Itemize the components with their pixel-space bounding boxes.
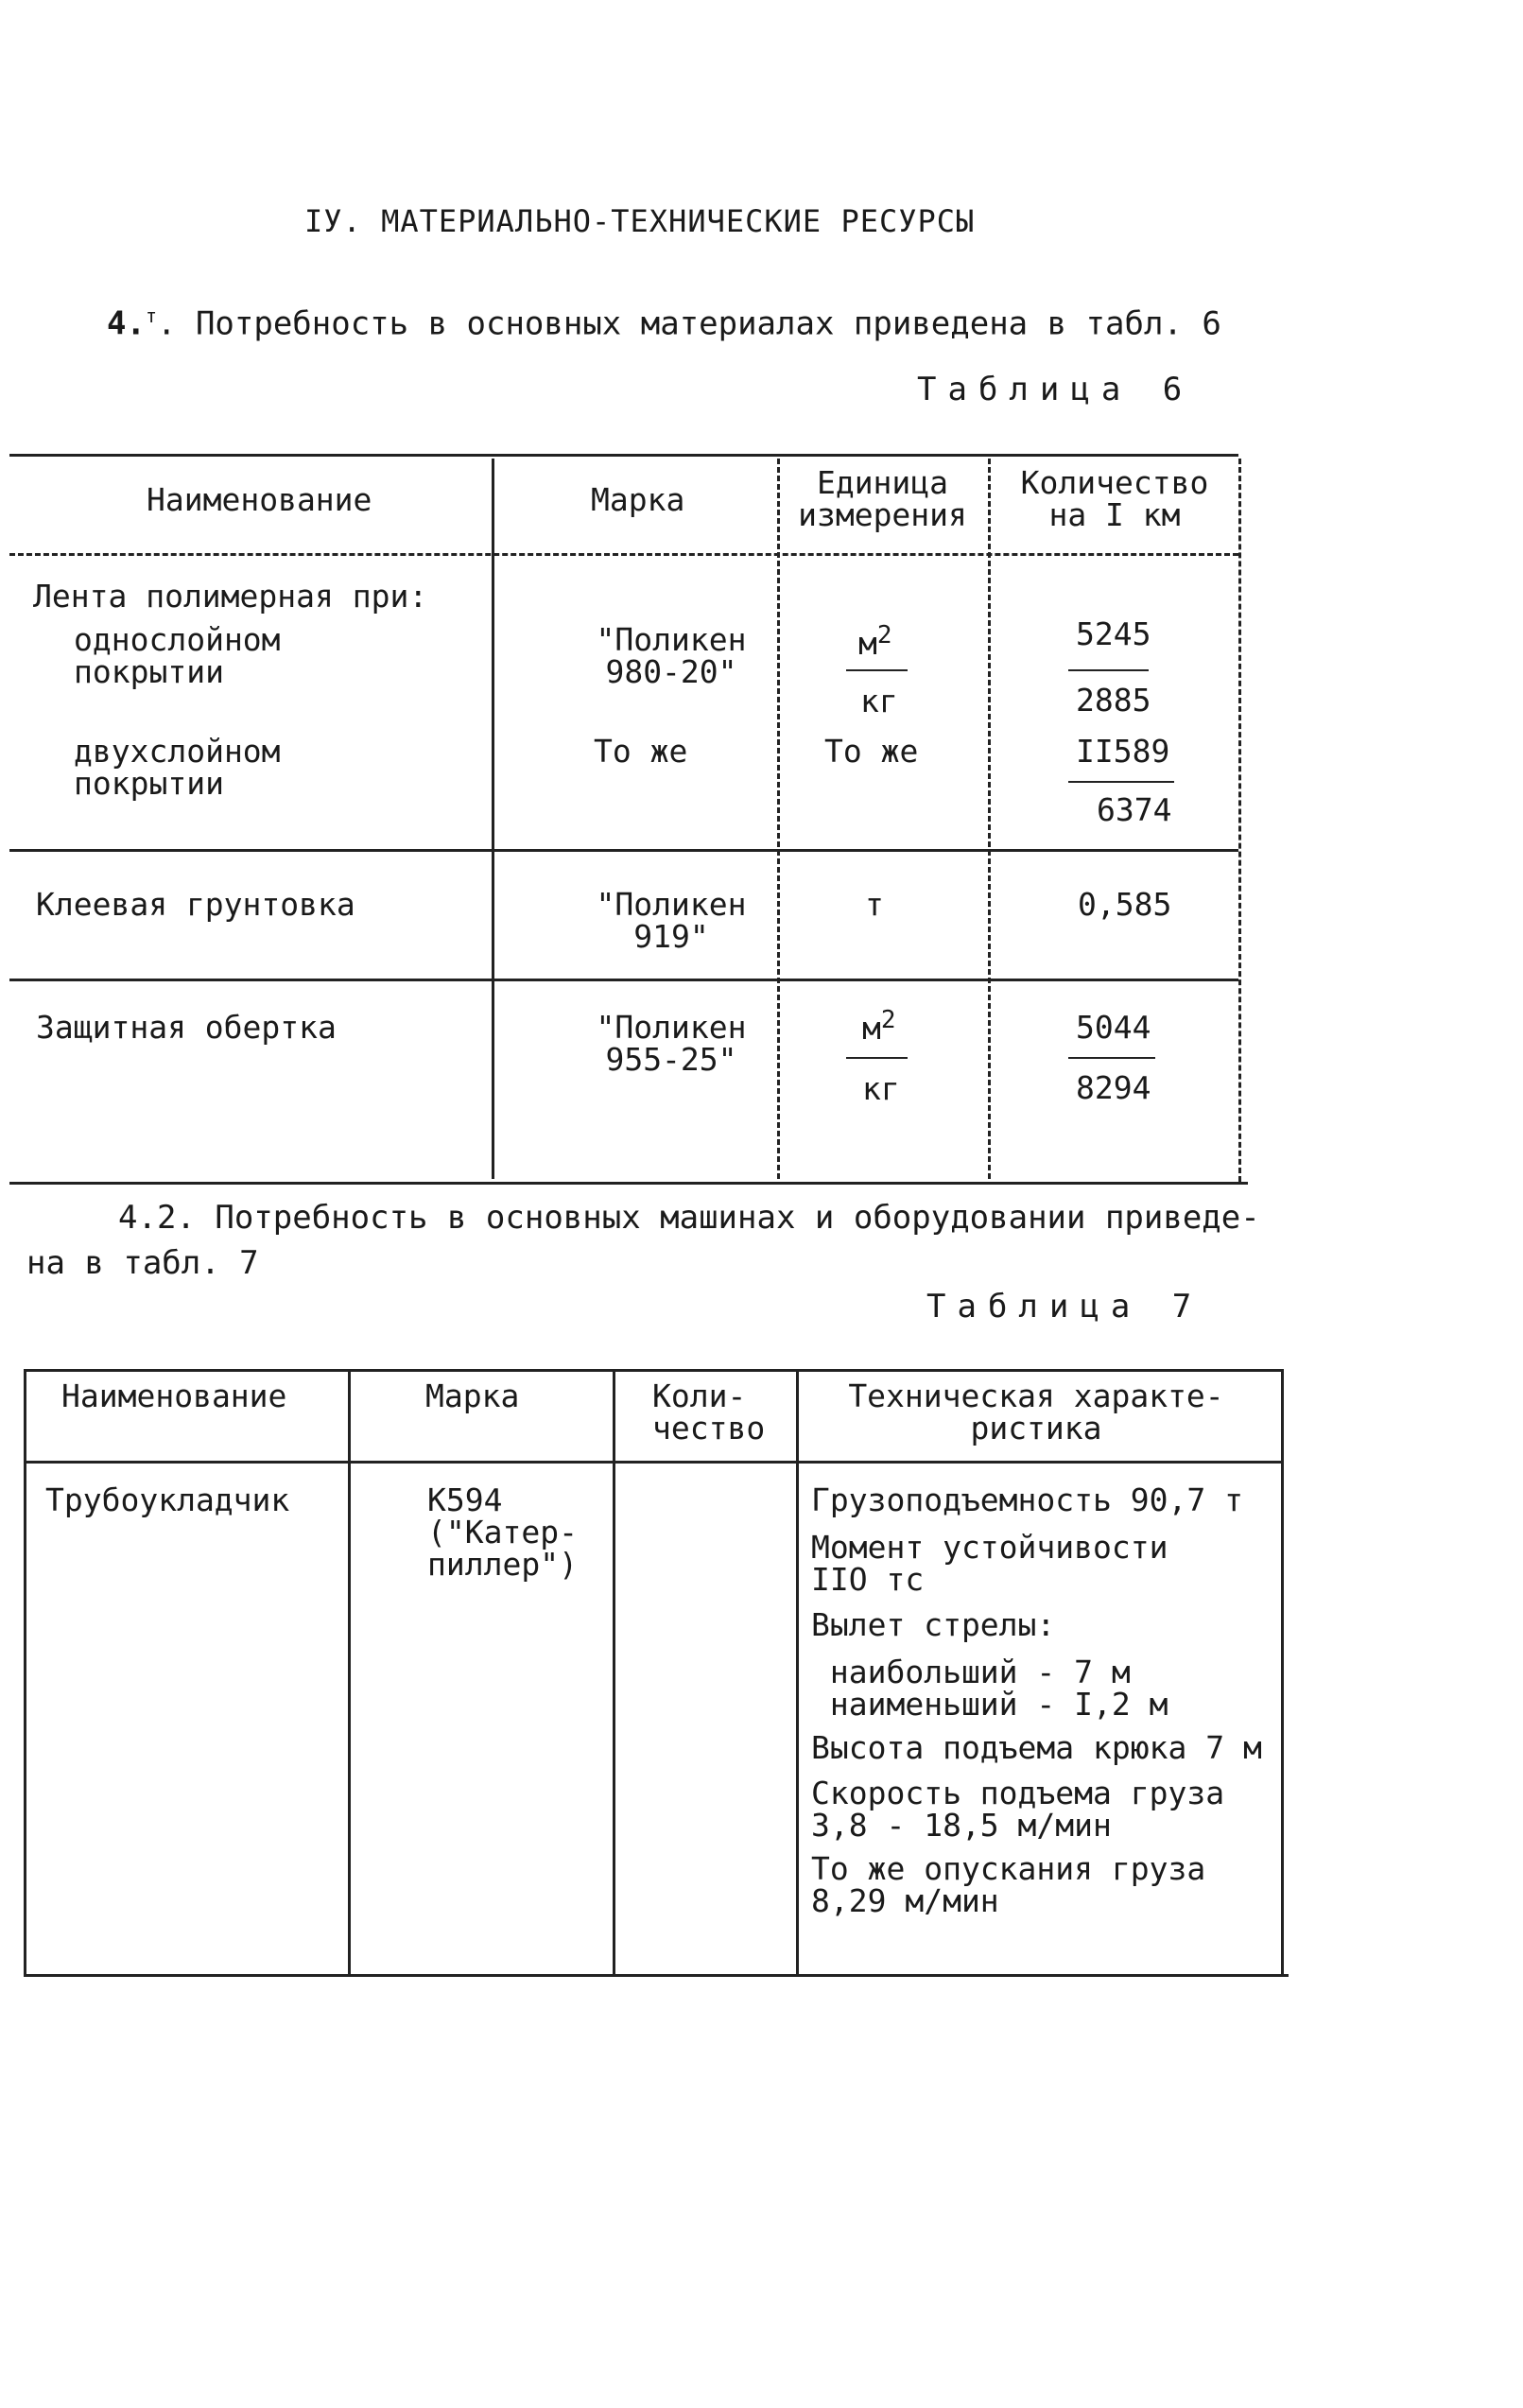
table6-wrap-qty-line xyxy=(1068,1057,1155,1059)
table7-col-sep-2 xyxy=(613,1369,615,1974)
table7-header-brand: Марка xyxy=(425,1377,520,1414)
table7-row-name: Трубоукладчик xyxy=(45,1481,290,1518)
table7-header-name: Наименование xyxy=(61,1377,287,1414)
table7-col-sep-1 xyxy=(348,1369,351,1974)
table6-single-qty-bottom: 2885 xyxy=(1076,682,1151,719)
table6-tape-double-unit: То же xyxy=(824,733,919,770)
table6-unit-fraction-line xyxy=(846,669,908,671)
table6-wrap-unit-kg: кг xyxy=(862,1070,900,1107)
section-title: IУ. МАТЕРИАЛЬНО-ТЕХНИЧЕСКИЕ РЕСУРСЫ xyxy=(304,203,976,239)
table6-double-qty-line xyxy=(1068,781,1174,783)
paragraph-4-1-number: 4. xyxy=(107,304,146,343)
table7-caption: Таблица 7 xyxy=(926,1288,1203,1325)
table7-spec-7: То же опускания груза 8,29 м/мин xyxy=(811,1850,1206,1919)
table6-row2-border xyxy=(9,979,1238,981)
table6-wrap-brand: "Поликен 955-25" xyxy=(596,1009,747,1078)
table6-primer-qty: 0,585 xyxy=(1078,886,1172,923)
table7-header-border xyxy=(24,1461,1281,1464)
paragraph-4-1-text: . Потребность в основных материалах приведена в табл. 6 xyxy=(157,304,1221,343)
table6-single-qty-line xyxy=(1068,669,1149,671)
table6-wrap-qty-top: 5044 xyxy=(1076,1009,1151,1046)
table6-header-name: Наименование xyxy=(147,481,372,518)
table7-col-sep-3 xyxy=(796,1369,799,1974)
paragraph-4-2-line1: 4.2. Потребность в основных машинах и оборудовании приведе- xyxy=(118,1199,1260,1237)
table7-spec-3: Вылет стрелы: xyxy=(811,1606,1056,1643)
table6-tape-double-brand: То же xyxy=(594,733,688,770)
table6-header-border xyxy=(9,553,1238,556)
table6-top-border xyxy=(9,454,1238,457)
table7-spec-1: Грузоподъемность 90,7 т xyxy=(811,1481,1243,1518)
table6-unit-kg: кг xyxy=(860,683,898,719)
table6-right-border xyxy=(1238,459,1241,1182)
table6-tape-double: двухслойном покрытии xyxy=(74,733,281,802)
table7-top-border xyxy=(24,1369,1281,1372)
paragraph-4-2-line2: на в табл. 7 xyxy=(26,1244,259,1282)
table6-row1-border xyxy=(9,849,1238,852)
table6-header-qty: Количество на I км xyxy=(1020,464,1209,533)
table6-header-unit: Единица измерения xyxy=(798,464,967,533)
table6-primer-unit: т xyxy=(865,886,884,923)
table6-single-qty-top: 5245 xyxy=(1076,615,1151,652)
table6-col-sep-2 xyxy=(777,459,780,1179)
table6-wrap-qty-bottom: 8294 xyxy=(1076,1069,1151,1106)
table6-wrap: Защитная обертка xyxy=(36,1009,337,1046)
table6-wrap-unit-line xyxy=(846,1057,908,1059)
table6-primer: Клеевая грунтовка xyxy=(36,886,355,923)
table7-header-qty: Коли- чество xyxy=(652,1377,766,1447)
table7-header-spec: Техническая характе- ристика xyxy=(848,1377,1224,1447)
table6-bottom-border xyxy=(9,1182,1248,1185)
table6-tape-single: однослойном покрытии xyxy=(74,621,281,690)
table6-tape-single-brand: "Поликен 980-20" xyxy=(596,621,747,690)
table6-wrap-unit-m2: $м^2$ xyxy=(862,1006,896,1047)
table6-primer-brand: "Поликен 919" xyxy=(596,886,747,955)
table6-double-qty-top: II589 xyxy=(1076,733,1170,770)
table7-left-border xyxy=(24,1369,26,1974)
table7-right-border xyxy=(1281,1369,1284,1974)
table6-tape-title: Лента полимерная при: xyxy=(33,578,428,615)
table6-col-sep-1 xyxy=(492,459,494,1179)
table6-caption: Таблица 6 xyxy=(917,371,1194,408)
table6-header-brand: Марка xyxy=(591,481,685,518)
table6-unit-m2: $м^2$ xyxy=(858,621,892,662)
table7-bottom-border xyxy=(24,1974,1289,1977)
table7-row-brand: К594 ("Катер- пиллер") xyxy=(427,1481,578,1583)
table7-spec-4: наибольший - 7 м наименьший - I,2 м xyxy=(829,1654,1168,1723)
paragraph-4-1 xyxy=(107,299,1221,343)
table6-double-qty-bottom: 6374 xyxy=(1097,791,1172,828)
paragraph-4-1-sup: т xyxy=(145,304,157,327)
table7-spec-5: Высота подъема крюка 7 м xyxy=(811,1729,1262,1766)
table7-spec-2: Момент устойчивости IIO тс xyxy=(811,1529,1168,1598)
table7-spec-6: Скорость подъема груза 3,8 - 18,5 м/мин xyxy=(811,1775,1225,1844)
table6-col-sep-3 xyxy=(988,459,991,1179)
